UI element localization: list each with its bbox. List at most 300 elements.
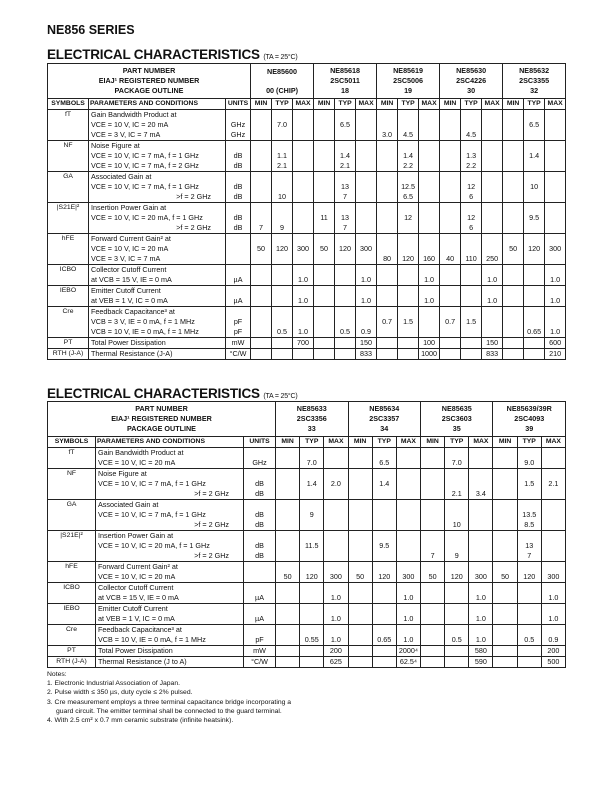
parameter-line: Insertion Power Gain at	[91, 203, 167, 212]
value-typ: 110	[461, 234, 482, 265]
part-pkg: 18	[341, 86, 350, 95]
part-pkg: 30	[467, 86, 476, 95]
value-max	[396, 500, 420, 531]
parameter-line: Associated Gain at	[98, 500, 159, 509]
value-max	[396, 531, 420, 562]
parameter	[96, 531, 244, 562]
parameter-line: >f = 2 GHz	[194, 520, 229, 529]
table-row	[48, 657, 566, 668]
col-max: MAX	[541, 437, 565, 448]
value-max: 580	[469, 646, 493, 657]
value-max: 62.5⁴	[396, 657, 420, 668]
value-max: 833	[482, 349, 503, 360]
value-typ: 0.5	[272, 307, 293, 338]
table-row	[48, 141, 566, 172]
value-typ: 13.5 8.5	[517, 500, 541, 531]
value-min	[314, 265, 335, 286]
value-min	[503, 265, 524, 286]
part-eiaj: 2SC3357	[369, 414, 400, 423]
parameter-line: at VCB = 15 V, IE = 0 mA	[98, 593, 179, 602]
value-max	[356, 141, 377, 172]
value-min	[276, 469, 300, 500]
value-max: 1.0	[545, 265, 566, 286]
parameter-line: at VEB = 1 V, IC = 0 mA	[98, 614, 175, 623]
symbol: RTH (J-A)	[48, 657, 96, 668]
value-typ: 120	[335, 234, 356, 265]
value-min: 0.7	[377, 307, 398, 338]
part-number-labels	[48, 64, 251, 99]
value-typ	[461, 338, 482, 349]
value-max: 300	[356, 234, 377, 265]
part-eiaj: 2SC4093	[514, 414, 545, 423]
units: dB dB	[226, 203, 251, 234]
col-max: MAX	[396, 437, 420, 448]
value-max	[324, 500, 348, 531]
col-typ: TYP	[398, 99, 419, 110]
value-max: 100	[419, 338, 440, 349]
value-min: 7	[421, 531, 445, 562]
value-typ: 120	[272, 234, 293, 265]
table-row	[48, 562, 566, 583]
value-min	[251, 172, 272, 203]
value-typ: 1.5	[398, 307, 419, 338]
parameter	[96, 448, 244, 469]
value-typ: 6.5	[335, 110, 356, 141]
units: dB dB	[244, 469, 276, 500]
parameter-line: VCE = 10 V, IC = 7 mA, f = 2 GHz	[91, 161, 199, 170]
value-min	[348, 657, 372, 668]
value-typ	[372, 500, 396, 531]
value-typ: 0.5	[517, 625, 541, 646]
value-max	[545, 141, 566, 172]
parameter-line: Feedback Capacitance³ at	[91, 307, 175, 316]
value-min: 11	[314, 203, 335, 234]
value-min	[421, 657, 445, 668]
value-typ	[335, 349, 356, 360]
value-max	[541, 500, 565, 531]
units	[226, 234, 251, 265]
parameter-line: VCE = 10 V, IC = 20 mA	[91, 120, 169, 129]
parameter-line: VCE = 10 V, IC = 20 mA	[91, 244, 169, 253]
value-typ	[517, 646, 541, 657]
value-typ	[524, 265, 545, 286]
value-max: 1.0	[396, 625, 420, 646]
label-part: PART NUMBER	[122, 66, 176, 75]
value-max: 1000	[419, 349, 440, 360]
part-part: NE85630	[456, 66, 487, 75]
value-typ	[398, 286, 419, 307]
parameter-line: VCE = 3 V, IC = 7 mA	[91, 254, 161, 263]
value-typ: 1.5	[517, 469, 541, 500]
table-row	[48, 265, 566, 286]
value-max: 300	[469, 562, 493, 583]
value-max: 700	[293, 338, 314, 349]
units: dB dB	[226, 172, 251, 203]
value-min	[348, 531, 372, 562]
value-typ: 9.5	[372, 531, 396, 562]
value-max: 1.0	[324, 604, 348, 625]
value-typ: 13 7	[335, 203, 356, 234]
value-min	[493, 469, 517, 500]
table-row	[48, 604, 566, 625]
value-typ: 1.4 2.2	[398, 141, 419, 172]
table-row	[48, 172, 566, 203]
value-typ	[461, 349, 482, 360]
value-min	[276, 448, 300, 469]
value-typ: 13 7	[335, 172, 356, 203]
table-row	[48, 531, 566, 562]
part-column-header	[421, 402, 493, 437]
part-eiaj: 2SC3355	[519, 76, 550, 85]
value-min	[421, 500, 445, 531]
table-row	[48, 469, 566, 500]
symbol: IEBO	[48, 604, 96, 625]
parameter-line: VCE = 10 V, IC = 7 mA, f = 1 GHz	[91, 151, 199, 160]
value-typ: 9	[445, 531, 469, 562]
value-min	[251, 265, 272, 286]
value-max	[356, 203, 377, 234]
value-min	[440, 349, 461, 360]
value-max: 2.0	[324, 469, 348, 500]
symbol: |S21E|²	[48, 531, 96, 562]
units: GHz GHz	[226, 110, 251, 141]
value-max: 625	[324, 657, 348, 668]
value-typ	[300, 583, 324, 604]
symbol: PT	[48, 646, 96, 657]
parameter	[89, 338, 226, 349]
value-max	[419, 172, 440, 203]
value-min	[251, 349, 272, 360]
parameter	[96, 604, 244, 625]
value-max: 200	[541, 646, 565, 657]
value-min	[421, 625, 445, 646]
value-max: 300	[541, 562, 565, 583]
value-max: 1.0	[356, 265, 377, 286]
parameter	[96, 583, 244, 604]
value-max: 1.0	[324, 625, 348, 646]
label-pkg: PACKAGE OUTLINE	[127, 424, 196, 433]
value-max: 833	[356, 349, 377, 360]
table-row	[48, 583, 566, 604]
part-eiaj: 2SC5006	[393, 76, 424, 85]
value-typ	[398, 265, 419, 286]
value-typ: 1.3 2.2	[461, 141, 482, 172]
value-max: 150	[356, 338, 377, 349]
symbol: |S21E|²	[48, 203, 89, 234]
part-column-header	[314, 64, 377, 99]
units: pF pF	[226, 307, 251, 338]
col-typ: TYP	[372, 437, 396, 448]
value-min	[314, 141, 335, 172]
value-max: 300	[324, 562, 348, 583]
value-typ	[335, 286, 356, 307]
value-min	[440, 338, 461, 349]
value-min	[348, 448, 372, 469]
value-typ: 9.0	[517, 448, 541, 469]
notes	[47, 670, 291, 725]
value-typ: 120	[524, 234, 545, 265]
value-min	[493, 583, 517, 604]
col-typ: TYP	[272, 99, 293, 110]
table-row	[48, 307, 566, 338]
value-max	[396, 448, 420, 469]
parameter-line: VCB = 10 V, IE = 0 mA, f = 1 MHz	[91, 327, 199, 336]
value-typ: 11.5	[300, 531, 324, 562]
value-min	[348, 604, 372, 625]
value-max	[324, 448, 348, 469]
value-max: 1.0	[469, 583, 493, 604]
value-min	[493, 604, 517, 625]
value-typ: 9.5	[524, 203, 545, 234]
parameter-line: Emitter Cutoff Current	[91, 286, 161, 295]
value-min: 40	[440, 234, 461, 265]
value-typ	[272, 338, 293, 349]
value-max	[545, 110, 566, 141]
parameter-line: Noise Figure at	[98, 469, 147, 478]
value-typ	[372, 646, 396, 657]
value-max: 500	[541, 657, 565, 668]
parameter-line: Forward Current Gain² at	[98, 562, 178, 571]
value-min	[440, 172, 461, 203]
value-min	[440, 203, 461, 234]
col-units: UNITS	[244, 437, 276, 448]
parameter-line: VCE = 10 V, IC = 20 mA, f = 1 GHz	[98, 541, 210, 550]
value-min	[251, 338, 272, 349]
value-min	[251, 286, 272, 307]
value-min	[421, 448, 445, 469]
value-min	[440, 286, 461, 307]
value-min	[421, 583, 445, 604]
part-pkg: 35	[452, 424, 461, 433]
value-max: 1.0	[541, 604, 565, 625]
table-row	[48, 110, 566, 141]
value-typ: 120	[445, 562, 469, 583]
units: dB dB	[244, 500, 276, 531]
value-max: 1.0	[356, 286, 377, 307]
value-typ	[445, 657, 469, 668]
parameter	[89, 172, 226, 203]
value-min	[377, 203, 398, 234]
value-max: 1.0	[396, 604, 420, 625]
parameter-line: VCE = 10 V, IC = 7 mA, f = 1 GHz	[91, 182, 199, 191]
part-column-header	[276, 402, 348, 437]
parameter	[96, 625, 244, 646]
value-min	[276, 500, 300, 531]
value-min	[493, 625, 517, 646]
value-max: 1.0	[419, 265, 440, 286]
parameter	[89, 265, 226, 286]
value-typ: 1.5	[461, 307, 482, 338]
value-typ: 12.5 6.5	[398, 172, 419, 203]
value-max	[541, 448, 565, 469]
value-min	[503, 172, 524, 203]
value-min	[421, 604, 445, 625]
col-params: PARAMETERS AND CONDITIONS	[89, 99, 226, 110]
value-min	[314, 307, 335, 338]
col-max: MAX	[469, 437, 493, 448]
value-min	[493, 646, 517, 657]
parameter-line: VCE = 10 V, IC = 20 mA, f = 1 GHz	[91, 213, 203, 222]
col-min: MIN	[503, 99, 524, 110]
value-min	[440, 265, 461, 286]
part-pkg: 00 (CHIP)	[266, 86, 299, 95]
col-typ: TYP	[300, 437, 324, 448]
value-typ	[398, 349, 419, 360]
col-units: UNITS	[226, 99, 251, 110]
parameter-line: at VCB = 15 V, IE = 0 mA	[91, 275, 172, 284]
value-max: 1.0	[545, 286, 566, 307]
value-max	[419, 110, 440, 141]
label-pkg: PACKAGE OUTLINE	[114, 86, 184, 95]
value-max	[482, 172, 503, 203]
value-max	[396, 469, 420, 500]
value-typ	[524, 349, 545, 360]
value-min	[276, 657, 300, 668]
part-eiaj	[253, 77, 311, 86]
table-row	[48, 203, 566, 234]
col-typ: TYP	[335, 99, 356, 110]
value-max: 1.0	[419, 286, 440, 307]
part-part: NE85635	[441, 404, 472, 413]
value-typ: 12	[398, 203, 419, 234]
value-typ: 1.4	[524, 141, 545, 172]
value-min	[377, 141, 398, 172]
value-min	[276, 625, 300, 646]
parameter	[89, 349, 226, 360]
value-min: 50	[348, 562, 372, 583]
parameter	[89, 141, 226, 172]
parameter	[96, 646, 244, 657]
value-min: 3.0	[377, 110, 398, 141]
value-min	[493, 448, 517, 469]
col-min: MIN	[493, 437, 517, 448]
symbol: hFE	[48, 234, 89, 265]
part-column-header	[440, 64, 503, 99]
part-column-header	[503, 64, 566, 99]
value-typ	[335, 338, 356, 349]
value-max	[356, 172, 377, 203]
part-part: NE85634	[369, 404, 400, 413]
part-pkg: 34	[380, 424, 389, 433]
units: °C/W	[226, 349, 251, 360]
value-min	[440, 141, 461, 172]
value-typ	[272, 286, 293, 307]
value-typ: 1.4	[372, 469, 396, 500]
value-max: 200	[324, 646, 348, 657]
value-max	[482, 141, 503, 172]
notes-title: Notes:	[47, 671, 67, 678]
value-max: 300	[293, 234, 314, 265]
parameter-line: VCB = 10 V, IE = 0 mA, f = 1 MHz	[98, 635, 206, 644]
value-min: 7	[251, 203, 272, 234]
symbol: NF	[48, 469, 96, 500]
value-typ: 0.65	[524, 307, 545, 338]
value-max: 300	[396, 562, 420, 583]
value-max: 1.0	[482, 286, 503, 307]
col-max: MAX	[419, 99, 440, 110]
value-typ: 120	[372, 562, 396, 583]
value-min	[276, 531, 300, 562]
value-min	[493, 657, 517, 668]
value-max	[545, 172, 566, 203]
column-header-row	[48, 437, 566, 448]
value-min	[314, 172, 335, 203]
value-max: 2000⁴	[396, 646, 420, 657]
value-max	[419, 203, 440, 234]
note: 1. Electronic Industrial Association of Japan.	[47, 680, 180, 688]
col-min: MIN	[314, 99, 335, 110]
col-min: MIN	[348, 437, 372, 448]
section-heading-1	[47, 47, 298, 62]
value-typ	[272, 265, 293, 286]
col-typ: TYP	[461, 99, 482, 110]
parameter-line: Noise Figure at	[91, 141, 140, 150]
parameter-line: >f = 2 GHz	[194, 551, 229, 560]
part-column-header	[251, 64, 314, 99]
parameter-line: Total Power Dissipation	[91, 338, 166, 347]
value-min	[493, 531, 517, 562]
value-min	[503, 110, 524, 141]
value-max	[545, 203, 566, 234]
heading-text: ELECTRICAL CHARACTERISTICS	[47, 386, 260, 401]
value-min	[503, 286, 524, 307]
electrical-characteristics-table-1	[47, 63, 566, 360]
value-min	[440, 110, 461, 141]
value-max: 1.0	[293, 307, 314, 338]
value-typ: 6.5	[524, 110, 545, 141]
value-min	[503, 141, 524, 172]
parameter-line: Thermal Resistance (J-A)	[91, 349, 173, 358]
value-min	[503, 203, 524, 234]
col-symbols: SYMBOLS	[48, 99, 89, 110]
units	[244, 562, 276, 583]
value-min	[348, 500, 372, 531]
value-typ	[517, 583, 541, 604]
note: 2. Pulse width ≤ 350 µs, duty cycle ≤ 2% pulsed.	[47, 689, 193, 697]
value-min	[348, 583, 372, 604]
symbol: Cre	[48, 307, 89, 338]
value-typ: 1.4 2.1	[335, 141, 356, 172]
parameter	[96, 657, 244, 668]
parameter-line: Gain Bandwidth Product at	[98, 448, 184, 457]
value-max: 1.0	[545, 307, 566, 338]
label-eiaj: EIAJ¹ REGISTERED NUMBER	[98, 76, 200, 85]
value-typ: 7.0	[445, 448, 469, 469]
value-max: 1.0	[293, 265, 314, 286]
value-typ: 0.5	[335, 307, 356, 338]
value-typ	[300, 657, 324, 668]
value-min: 50	[503, 234, 524, 265]
parameter-line: Forward Current Gain² at	[91, 234, 171, 243]
parameter-line: Insertion Power Gain at	[98, 531, 174, 540]
part-part: NE85633	[296, 404, 327, 413]
note: 4. With 2.5 cm² x 0.7 mm ceramic substrate (infinite heatsink).	[47, 717, 234, 725]
units: µA	[226, 265, 251, 286]
value-max	[293, 141, 314, 172]
value-typ	[335, 265, 356, 286]
part-part: NE85639/39R	[506, 404, 552, 413]
parameter	[89, 286, 226, 307]
value-typ: 1.1 2.1	[272, 141, 293, 172]
table-row	[48, 646, 566, 657]
value-typ	[372, 657, 396, 668]
col-max: MAX	[324, 437, 348, 448]
value-typ: 9	[300, 500, 324, 531]
value-typ: 13 7	[517, 531, 541, 562]
parameter-line: Thermal Resistance (J to A)	[98, 657, 187, 666]
value-typ: 1.4	[300, 469, 324, 500]
part-header-row	[48, 64, 566, 99]
